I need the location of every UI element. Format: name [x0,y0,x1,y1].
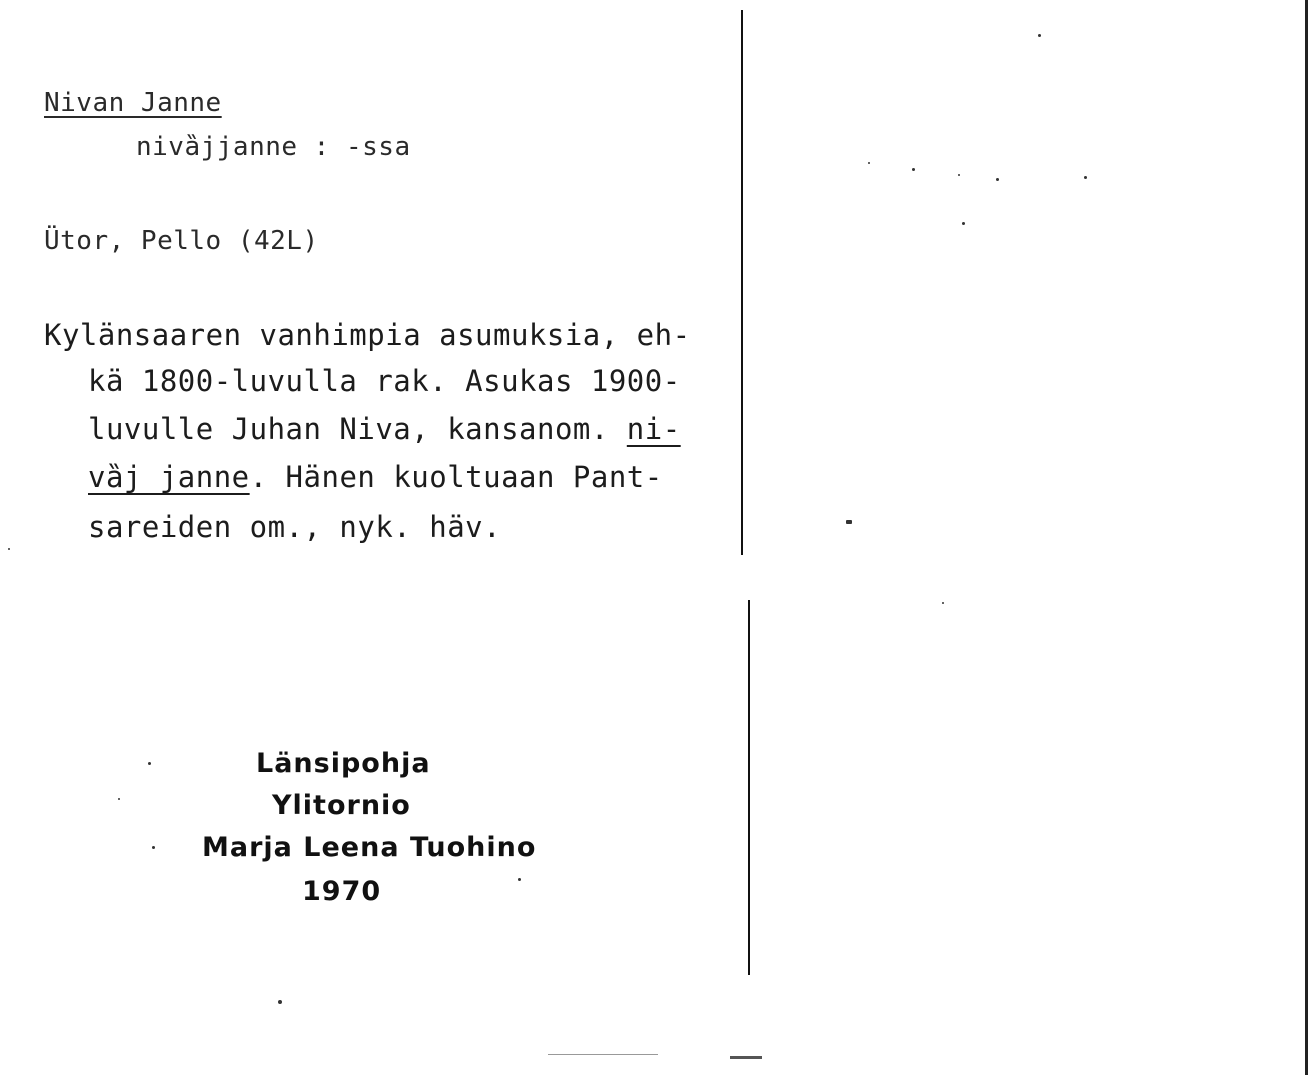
speck [278,1000,282,1004]
speck [912,168,915,171]
speck [996,178,999,181]
card-edge-line [1305,0,1308,1075]
stamp-region: Länsipohja [256,748,431,779]
speck [846,520,852,524]
dialect-form-part-2: vȁj janne [88,460,250,494]
body-line-5: sareiden om., nyk. häv. [88,510,502,544]
body-line-4 [88,460,663,494]
fold-line-upper [741,10,743,555]
fold-line-lower [748,600,750,975]
speck [152,846,155,849]
speck [118,798,120,800]
speck [958,174,960,176]
dialect-form-part-1: ni- [626,412,681,446]
body-line-3-text: luvulle Juhan Niva, kansanom. [88,412,627,446]
entry-heading: Nivan Janne [44,88,222,118]
bottom-trace [548,1054,658,1055]
speck [518,878,521,881]
body-line-1: Kylänsaaren vanhimpia asumuksia, eh- [44,318,691,352]
speck [8,548,10,550]
body-line-2: kä 1800-luvulla rak. Asukas 1900- [88,364,681,398]
speck [1038,34,1041,37]
body-line-4-text: . Hänen kuoltuaan Pant- [249,460,663,494]
speck [148,762,151,765]
stamp-collector: Marja Leena Tuohino [202,832,537,863]
stamp-parish: Ylitornio [272,790,411,821]
dialect-variant: nivȁjjanne : -ssa [136,132,411,162]
speck [942,602,944,604]
speck [1084,176,1087,179]
speck [962,222,965,225]
body-line-3 [88,412,681,446]
stamp-year: 1970 [302,876,382,907]
source-reference: Ütor, Pello (42L) [44,226,319,256]
speck [868,162,870,164]
bottom-mark [730,1056,762,1059]
